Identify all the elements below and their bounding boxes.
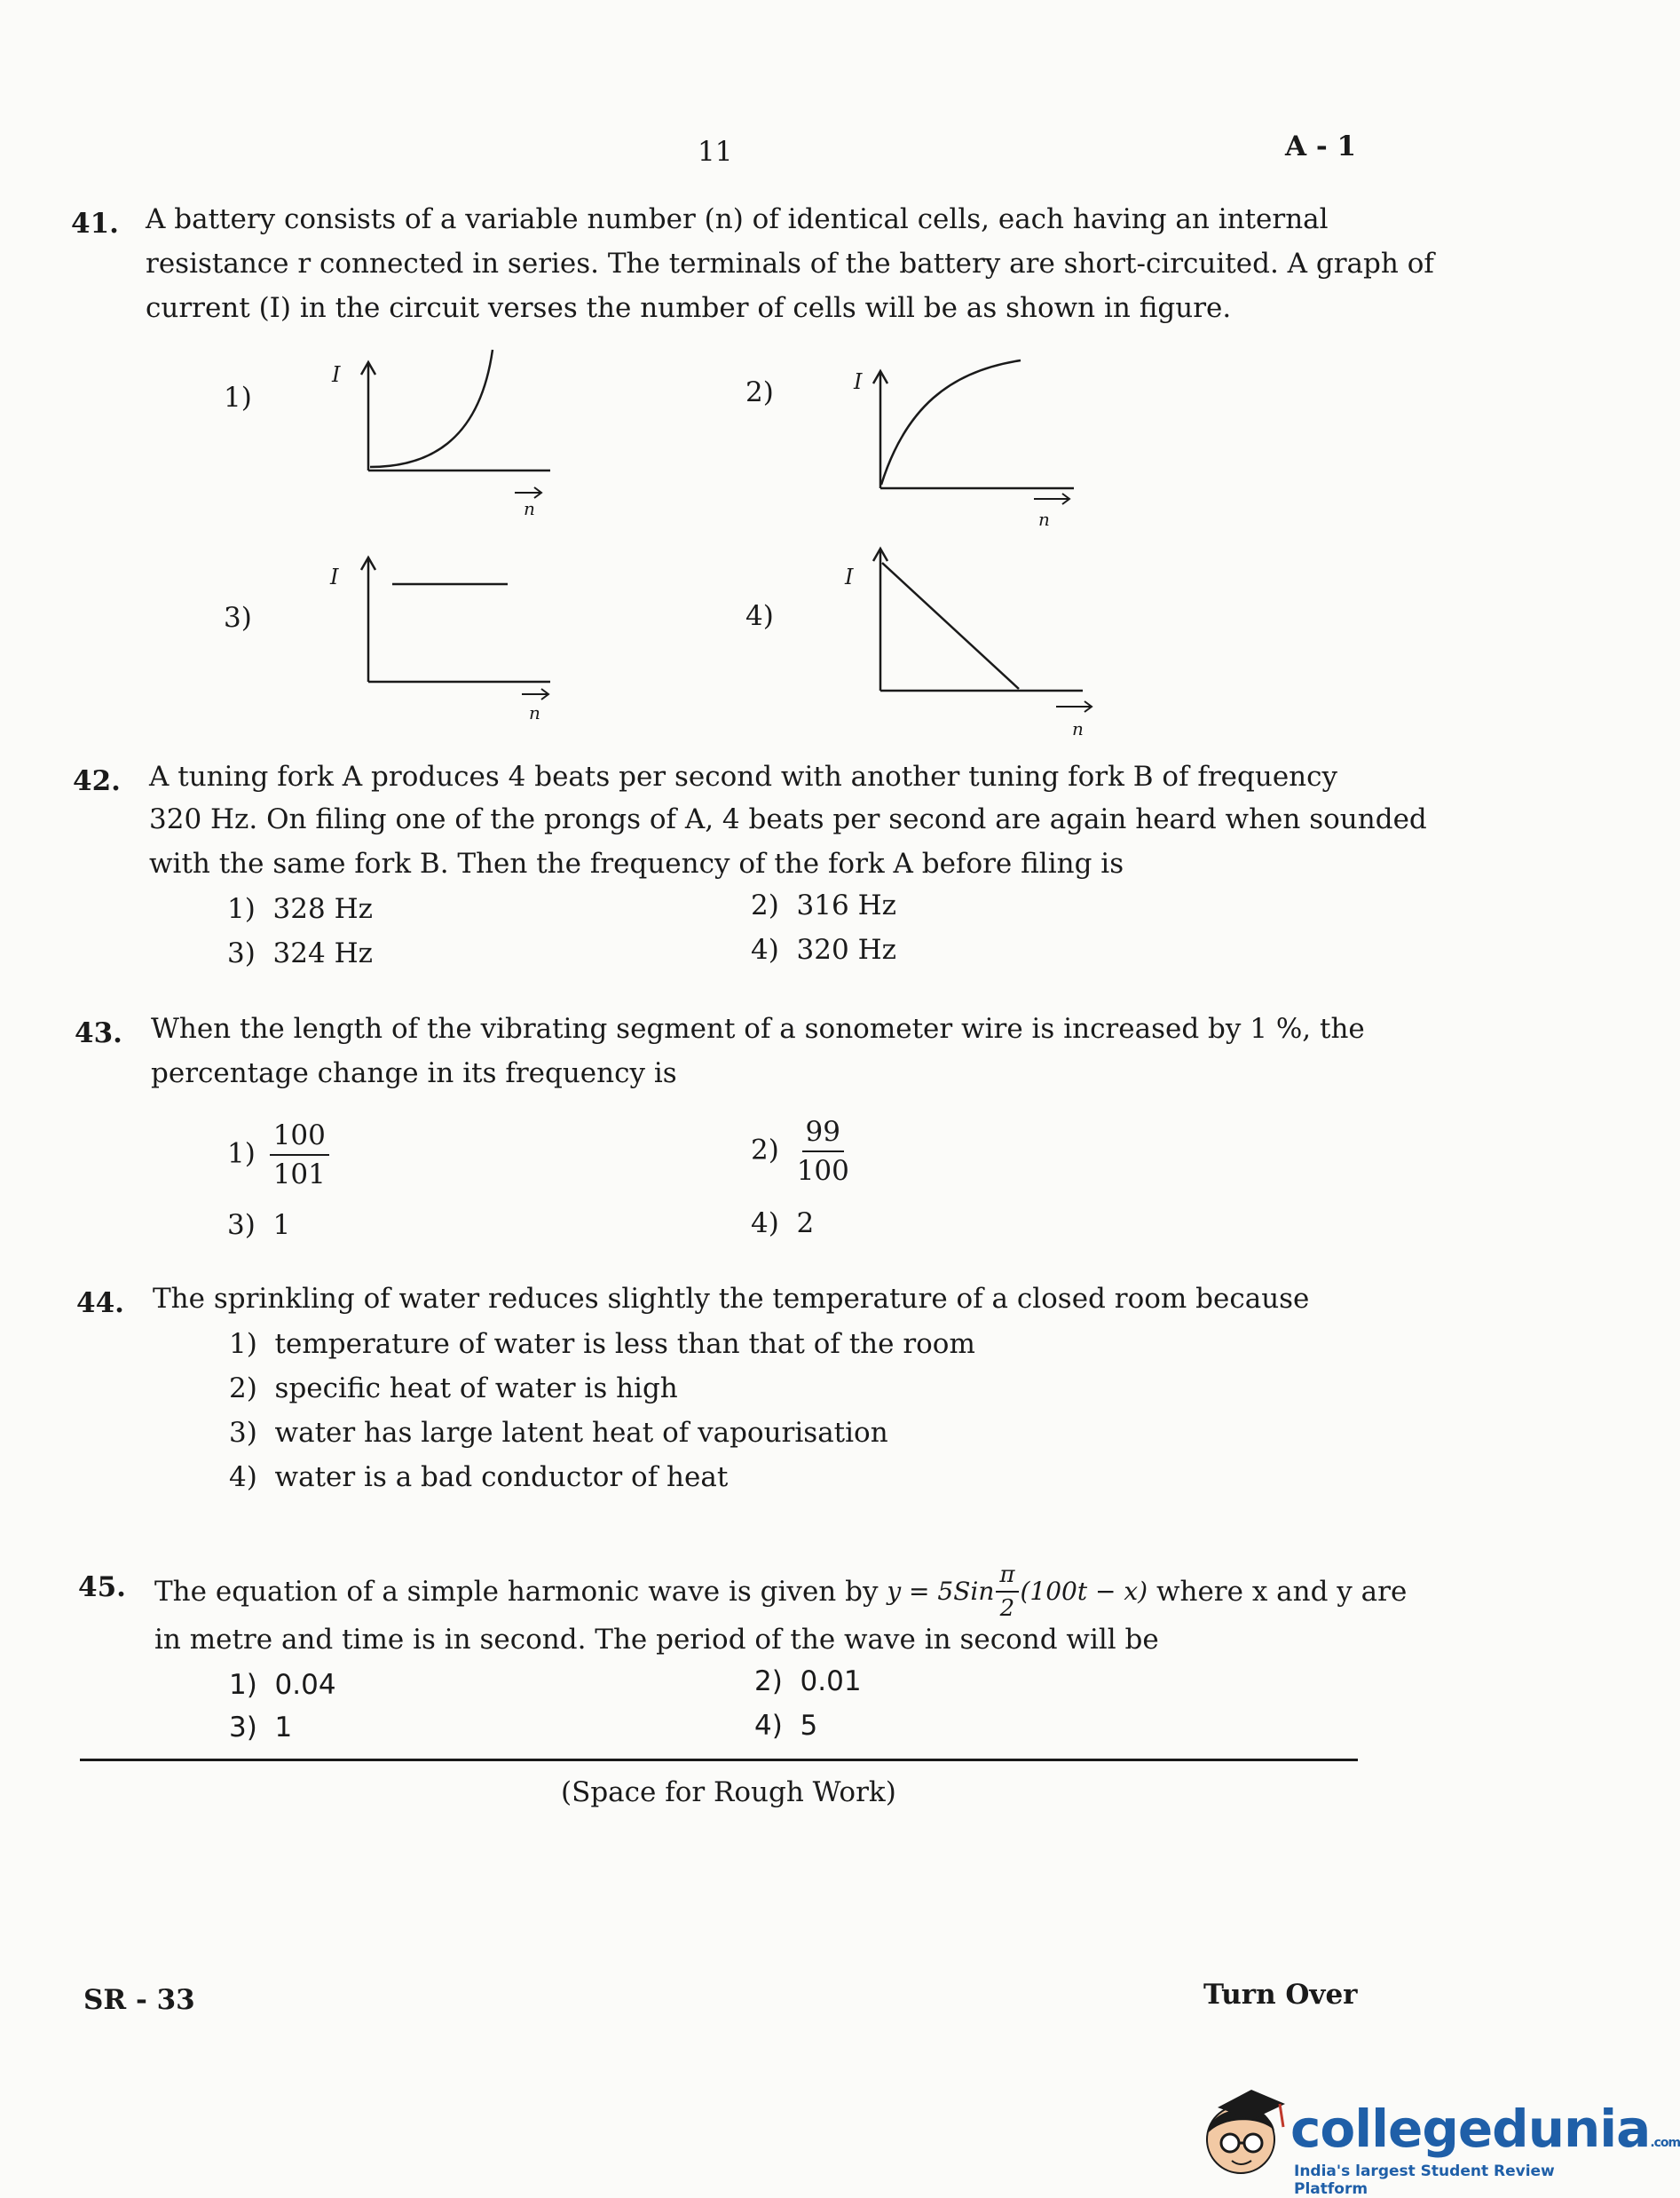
q41-line-2: resistance r connected in series. The terminals of the battery are short-circuited. A graph of (146, 248, 1434, 280)
q44-option-3[interactable] (229, 1417, 888, 1449)
brand-text: collegedunia (1290, 2099, 1651, 2159)
q44-option-4[interactable] (229, 1461, 728, 1493)
q44-option-2[interactable] (229, 1372, 678, 1404)
option-text: 1 (272, 1209, 291, 1241)
option-label: 3) (229, 1417, 257, 1449)
option-label: 1) (229, 1328, 257, 1360)
question-number-41: 41. (71, 208, 119, 240)
denominator: 100 (796, 1155, 849, 1187)
option-text: 324 Hz (272, 937, 373, 969)
brand-domain: .com (1650, 2136, 1680, 2150)
option-label: 1) (229, 1669, 257, 1701)
axis-label-I: I (330, 565, 339, 589)
axis-label-n: n (524, 498, 535, 519)
option-label: 1) (227, 893, 256, 925)
numerator: 99 (802, 1113, 844, 1152)
numerator: π (996, 1559, 1018, 1593)
q45-option-3[interactable] (229, 1712, 292, 1743)
collegedunia-watermark (1198, 2077, 1680, 2198)
question-number-43: 43. (75, 1017, 122, 1049)
curve-linear-decreasing (882, 563, 1019, 689)
q42-line-3: with the same fork B. Then the frequency of the fork A before filing is (149, 848, 1124, 880)
option-label: 2) (229, 1372, 257, 1404)
mascot-icon (1198, 2077, 1287, 2184)
option-label: 2) (751, 889, 779, 921)
q42-option-1[interactable] (227, 893, 373, 925)
brand-tagline: India's largest Student Review Platform (1294, 2162, 1555, 2198)
option-label: 1) (227, 1137, 256, 1170)
axis-label-n: n (529, 702, 540, 723)
option-text: 1 (274, 1712, 293, 1743)
q45-option-2[interactable] (754, 1665, 862, 1697)
fraction (793, 1113, 853, 1190)
q41-option-3-label[interactable]: 3) (224, 602, 252, 634)
axis-label-n: n (1072, 718, 1084, 739)
q41-option-2-label[interactable]: 2) (745, 376, 774, 408)
footer-code: SR - 33 (83, 1984, 195, 2016)
equation-fraction (996, 1559, 1018, 1625)
q45-suffix: where x and y are (1148, 1576, 1408, 1608)
option-text: water is a bad conductor of heat (274, 1461, 729, 1493)
curve-increasing-concave (881, 360, 1021, 485)
q41-graph-4 (834, 542, 1100, 737)
q42-line-2: 320 Hz. On filing one of the prongs of A, 4 beats per second are again heard when sounded (149, 803, 1427, 835)
q41-graph-2 (852, 355, 1100, 533)
option-label: 3) (227, 937, 256, 969)
option-label: 4) (229, 1461, 257, 1493)
option-text: 5 (800, 1710, 818, 1742)
q42-line-1: A tuning fork A produces 4 beats per second with another tuning fork B of frequency (149, 761, 1338, 793)
axis-label-n: n (1038, 509, 1050, 530)
paper-code: A - 1 (1285, 130, 1357, 162)
question-number-42: 42. (73, 765, 121, 797)
numerator: 100 (270, 1117, 329, 1156)
axis-label-I: I (854, 369, 863, 394)
option-label: 4) (751, 934, 779, 966)
axis-label-I: I (332, 362, 341, 387)
question-number-44: 44. (76, 1287, 124, 1319)
page-number: 11 (698, 136, 733, 168)
q41-option-4-label[interactable]: 4) (745, 600, 774, 632)
option-label: 2) (751, 1134, 779, 1166)
q44-line-1: The sprinkling of water reduces slightly the temperature of a closed room because (153, 1283, 1310, 1315)
q41-line-3: current (I) in the circuit verses the number of cells will be as shown in figure. (146, 292, 1232, 324)
q43-option-3[interactable] (227, 1209, 290, 1241)
q42-option-4[interactable] (751, 934, 896, 966)
q43-line-1: When the length of the vibrating segment of a sonometer wire is increased by 1 %, the (151, 1013, 1365, 1045)
option-text: 2 (796, 1207, 815, 1239)
option-text: temperature of water is less than that of the room (274, 1328, 975, 1360)
option-text: 0.04 (274, 1669, 336, 1701)
curve-increasing-convex (370, 350, 493, 467)
question-number-45: 45. (78, 1571, 126, 1603)
option-label: 3) (227, 1209, 256, 1241)
option-text: 0.01 (800, 1665, 862, 1697)
option-text: specific heat of water is high (274, 1372, 678, 1404)
q45-prefix: The equation of a simple harmonic wave is given by (154, 1576, 887, 1608)
q45-option-1[interactable] (229, 1669, 336, 1701)
option-label: 4) (754, 1710, 783, 1742)
option-text: 316 Hz (796, 889, 896, 921)
equation-lhs: y = 5Sin (887, 1577, 995, 1606)
option-text: water has large latent heat of vapourisation (274, 1417, 888, 1449)
q41-line-1: A battery consists of a variable number (n) of identical cells, each having an internal (146, 203, 1329, 235)
axis-label-I: I (845, 565, 854, 589)
q41-graph-1 (328, 346, 559, 524)
q43-option-2[interactable] (751, 1113, 853, 1190)
denominator: 2 (999, 1595, 1015, 1622)
q41-graph-3 (328, 550, 559, 728)
q42-option-2[interactable] (751, 889, 896, 921)
q45-line-2: in metre and time is in second. The period of the wave in second will be (154, 1624, 1159, 1656)
q41-option-1-label[interactable]: 1) (224, 382, 252, 414)
q45-option-4[interactable] (754, 1710, 817, 1742)
q43-option-4[interactable] (751, 1207, 814, 1239)
equation-rhs: (100t − x) (1020, 1577, 1148, 1606)
fraction (270, 1117, 329, 1193)
brand-name (1290, 2099, 1680, 2159)
section-divider (80, 1759, 1358, 1761)
q43-line-2: percentage change in its frequency is (151, 1057, 677, 1089)
rough-work-label: (Space for Rough Work) (561, 1776, 896, 1808)
option-label: 3) (229, 1712, 257, 1743)
q44-option-1[interactable] (229, 1328, 975, 1360)
q42-option-3[interactable] (227, 937, 373, 969)
turn-over: Turn Over (1203, 1979, 1358, 2011)
denominator: 101 (272, 1158, 326, 1190)
q43-option-1[interactable] (227, 1117, 329, 1193)
option-label: 4) (751, 1207, 779, 1239)
option-text: 320 Hz (796, 934, 896, 966)
option-text: 328 Hz (272, 893, 373, 925)
option-label: 2) (754, 1665, 783, 1697)
